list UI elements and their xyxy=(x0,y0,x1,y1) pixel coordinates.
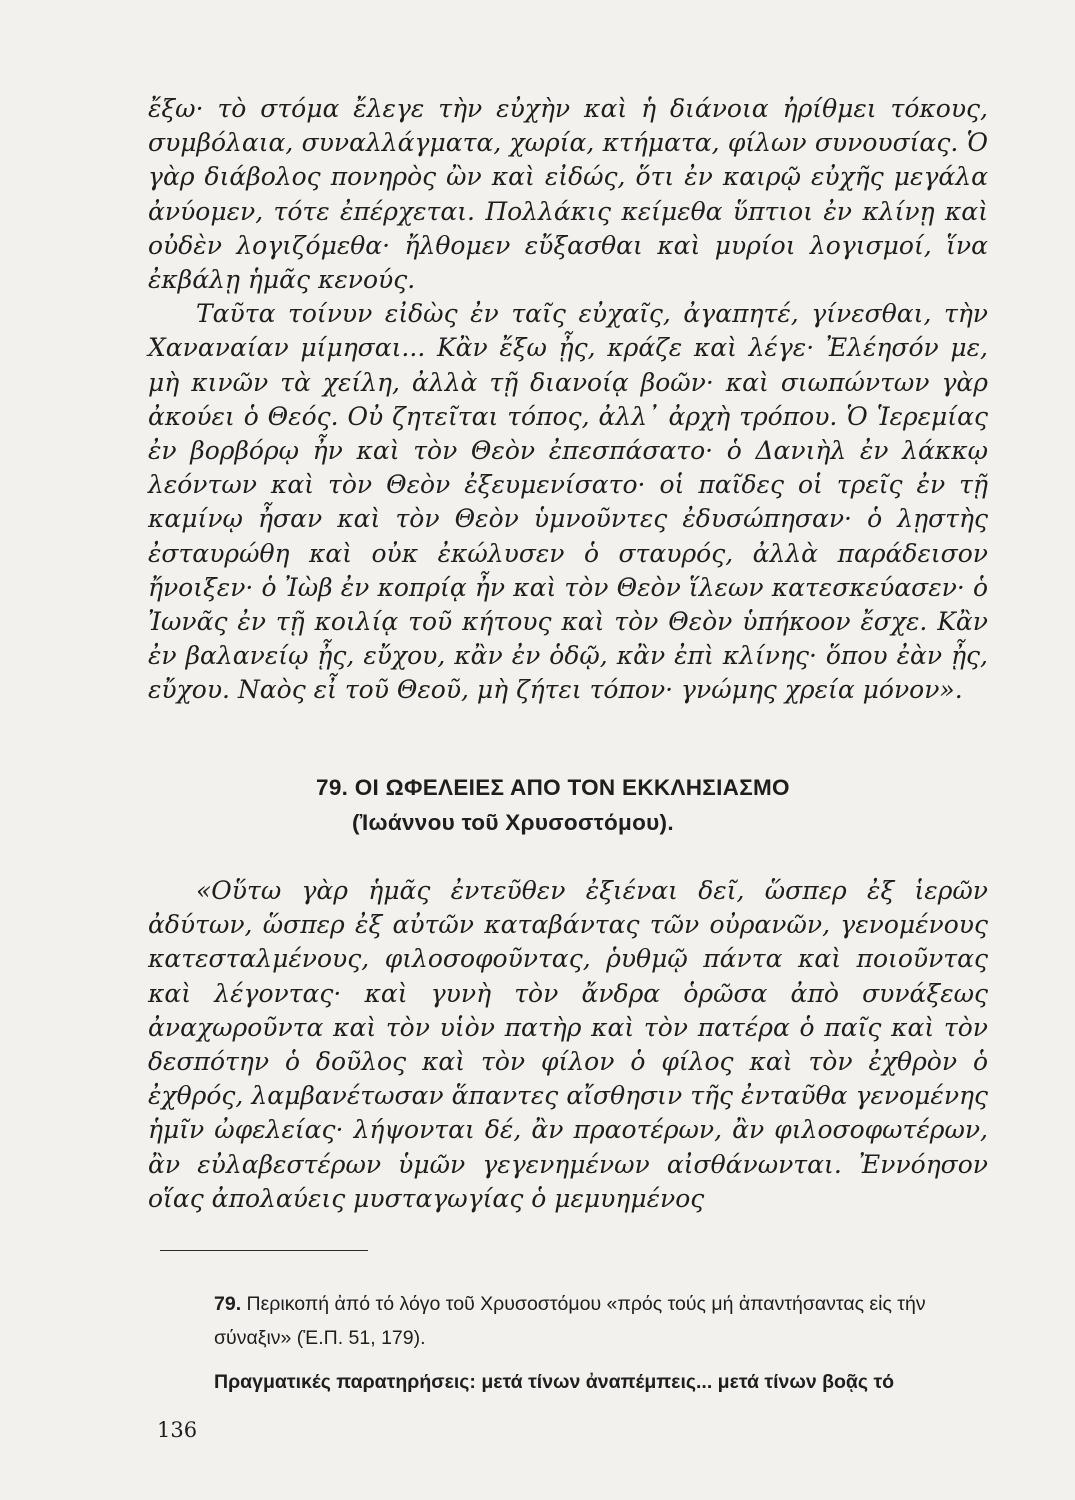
page-number: 136 xyxy=(157,1418,198,1442)
section-heading xyxy=(316,770,876,840)
footnote xyxy=(162,1287,997,1399)
footnote-number: 79. xyxy=(214,1293,242,1315)
paragraph-3: «Οὕτω γὰρ ἡμᾶς ἐντεῦθεν ἐξιέναι δεῖ, ὥσπερ ἐξ ἱερῶν ἀδύτων, ὥσπερ ἐξ αὐτῶν καταβάντας τῶν οὐρανῶν, γενομένους κατεσταλμένους, φιλοσοφοῦντας, ῥυθμῷ πάντα καὶ ποιοῦντας καὶ λέγοντας· καὶ γυνὴ τὸν ἄνδρα ὁρῶσα ἀπὸ συνάξεως ἀναχωροῦντα καὶ τὸν υἱὸν πατὴρ καὶ τὸν πατέρα ὁ παῖς καὶ τὸν δεσπότην ὁ δοῦλος καὶ τὸν φίλον ὁ φίλος καὶ τὸν ἐχθρὸν ὁ ἐχθρός, λαμβανέτωσαν ἅπαντες αἴσθησιν τῆς ἐνταῦθα γενομένης ἡμῖν ὠφελείας· λήψονται δέ, ἂν πραοτέρων, ἂν φιλοσοφωτέρων, ἂν εὐλαβεστέρων ὑμῶν γεγενημένων αἰσθάνωνται. Ἐννόησον οἵας ἀπολαύεις μυσταγωγίας ὁ μεμυημένος xyxy=(148,876,988,1213)
footnote-line xyxy=(162,1287,997,1355)
footnote-text: Περικοπή ἀπό τό λόγο τοῦ Χρυσοστόμου «πρός τούς μή ἀπαντήσαντας εἰς τήν σύναξιν» (Ἑ.Π. 51, 179). xyxy=(214,1293,926,1349)
paragraph-1: ἔξω· τὸ στόμα ἔλεγε τὴν εὐχὴν καὶ ἡ διάνοια ἠρίθμει τόκους, συμβόλαια, συναλλάγματα, χωρία, κτήματα, φίλων συνουσίας. Ὁ γὰρ διάβολος πονηρὸς ὢν καὶ εἰδώς, ὅτι ἐν καιρῷ εὐχῆς μεγάλα ἀνύομεν, τότε ἐπέρχεται. Πολλάκις κείμεθα ὕπτιοι ἐν κλίνῃ καὶ οὐδὲν λογιζόμεθα· ἤλθομεν εὔξασθαι καὶ μυρίοι λογισμοί, ἵνα ἐκβάλῃ ἡμᾶς κενούς. xyxy=(148,94,988,295)
section-subtitle: (Ἰωάννου τοῦ Χρυσοστόμου). xyxy=(352,810,674,835)
main-text-bottom xyxy=(148,874,988,1216)
paragraph-2: Ταῦτα τοίνυν εἰδὼς ἐν ταῖς εὐχαῖς, ἀγαπητέ, γίνεσθαι, τὴν Χαναναίαν μίμησαι... Κἂν ἔξω ᾖς, κράζε καὶ λέγε· Ἐλέησόν με, μὴ κινῶν τὰ χείλη, ἀλλὰ τῇ διανοίᾳ βοῶν· καὶ σιωπώντων γὰρ ἀκούει ὁ Θεός. Οὐ ζητεῖται τόπος, ἀλλ᾽ ἀρχὴ τρόπου. Ὁ Ἱερεμίας ἐν βορβόρῳ ἦν καὶ τὸν Θεὸν ἐπεσπάσατο· ὁ Δανιὴλ ἐν λάκκῳ λεόντων καὶ τὸν Θεὸν ἐξευμενίσατο· οἱ παῖδες οἱ τρεῖς ἐν τῇ καμίνῳ ἦσαν καὶ τὸν Θεὸν ὑμνοῦντες ἐδυσώπησαν· ὁ λῃστὴς ἐσταυρώθη καὶ οὐκ ἐκώλυσεν ὁ σταυρός, ἀλλὰ παράδεισον ἤνοιξεν· ὁ Ἰὼβ ἐν κοπρίᾳ ἦν καὶ τὸν Θεὸν ἵλεων κατεσκεύασεν· ὁ Ἰωνᾶς ἐν τῇ κοιλίᾳ τοῦ κήτους καὶ τὸν Θεὸν ὑπήκοον ἔσχε. Κἂν ἐν βαλανείῳ ᾖς, εὔχου, κἂν ἐν ὁδῷ, κἂν ἐπὶ κλίνης· ὅπου ἐὰν ᾖς, εὔχου. Ναὸς εἶ τοῦ Θεοῦ, μὴ ζήτει τόπον· γνώμης χρεία μόνον». xyxy=(148,299,988,705)
main-text-top xyxy=(148,92,988,708)
footnote-divider xyxy=(160,1250,368,1251)
footnote-remarks: Πραγματικές παρατηρήσεις: μετά τίνων ἀναπέμπεις... μετά τίνων βοᾷς τό xyxy=(214,1371,895,1393)
section-title: 79. ΟΙ ΩΦΕΛΕΙΕΣ ΑΠΟ ΤΟΝ ΕΚΚΛΗΣΙΑΣΜΟ xyxy=(316,775,790,800)
